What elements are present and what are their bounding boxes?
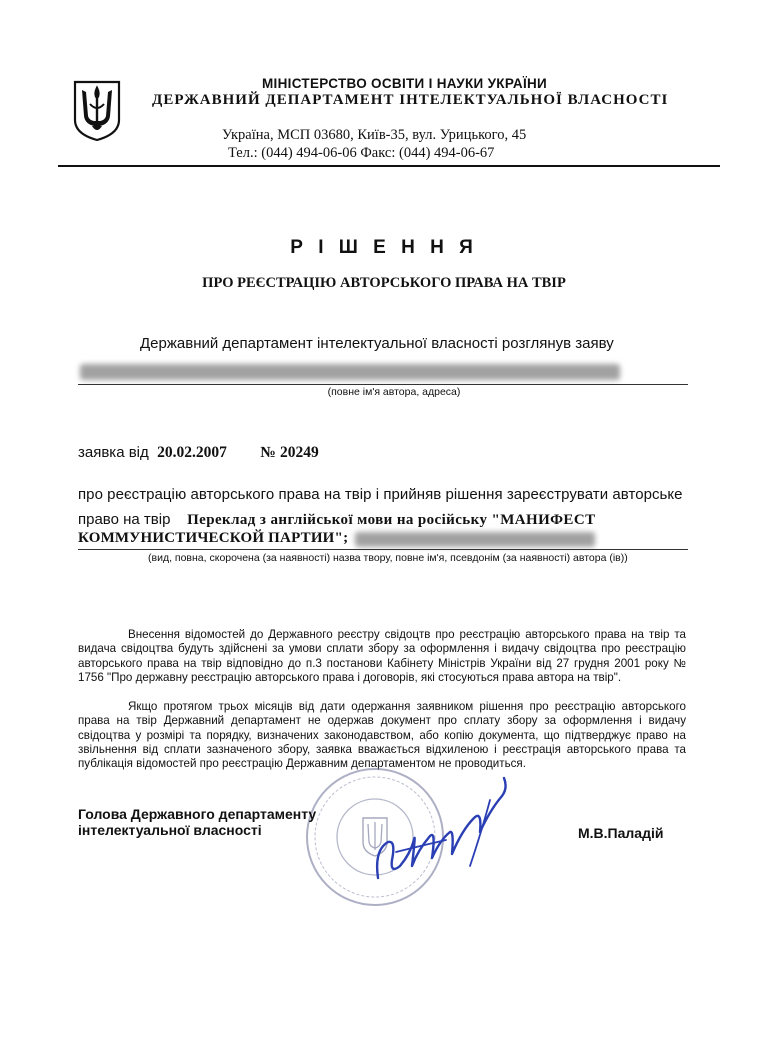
handwritten-signature bbox=[370, 770, 520, 890]
redacted-author bbox=[355, 532, 595, 547]
applicant-caption: (повне ім'я автора, адреса) bbox=[327, 386, 461, 398]
applicant-underline bbox=[78, 384, 688, 385]
work-caption: (вид, повна, скорочена (за наявності) назва твору, повне ім'я, псевдонім (за наявності) автора (ів)) bbox=[148, 552, 628, 564]
application-date: 20.02.2007 bbox=[157, 444, 227, 461]
ministry-name: МІНІСТЕРСТВО ОСВІТИ І НАУКИ УКРАЇНИ bbox=[262, 76, 548, 91]
decision-work-line bbox=[78, 511, 595, 529]
document-title: Р І Ш Е Н Н Я bbox=[290, 237, 478, 258]
address: Україна, МСП 03680, Київ-35, вул. Урицького, 45 bbox=[222, 127, 527, 143]
intro-text: Державний департамент інтелектуальної власності розглянув заяву bbox=[140, 335, 614, 352]
work-title: Переклад з англійської мови на російську "МАНИФЕСТ bbox=[187, 512, 596, 528]
department-name: ДЕРЖАВНИЙ ДЕПАРТАМЕНТ ІНТЕЛЕКТУАЛЬНОЇ ВЛАСНОСТІ bbox=[152, 92, 669, 108]
work-label: право на твір bbox=[78, 511, 171, 528]
paragraph-registration: Внесення відомостей до Державного реєстру свідоцтв про реєстрацію авторського права на твір та видача свідоцтва будуть здійснені за умови сплати збору за оформлення і видачу свідоцтва про реєстрацію авторського права на твір відповідно до п.3 постанови Кабінету Міністрів України від 27 грудня 2001 року № 1756 "Про державну реєстрацію авторського права і договорів, які стосуються права автора на твір". bbox=[78, 628, 686, 684]
application-line bbox=[78, 444, 319, 462]
decision-text: про реєстрацію авторського права на твір і прийняв рішення зареєструвати авторське bbox=[78, 486, 683, 503]
document-subtitle: ПРО РЕЄСТРАЦІЮ АВТОРСЬКОГО ПРАВА НА ТВІР bbox=[202, 275, 566, 291]
application-number-label: № bbox=[260, 444, 276, 461]
work-title-continued: КОММУНИСТИЧЕСКОЙ ПАРТИИ"; bbox=[78, 530, 349, 546]
application-label: заявка від bbox=[78, 444, 149, 461]
signer-name: М.В.Паладій bbox=[578, 825, 664, 841]
paragraph-rejection: Якщо протягом трьох місяців від дати одержання заявником рішення про реєстрацію авторського права на твір Державний департамент не одержав документ про сплату збору за оформлення і видачу свідоцтва у розмірі та порядку, визначених законодавством, або копію документа, що підтверджує право на звільнення від сплати зазначеного збору, заявка вважається відхиленою і реєстрація авторського права та публікація відомостей про реєстрацію Державним департаментом не проводиться. bbox=[78, 700, 686, 771]
trident-coat-of-arms-icon bbox=[72, 80, 122, 142]
signer-title-line-2: інтелектуальної власності bbox=[78, 822, 262, 838]
header-divider bbox=[58, 165, 720, 167]
decision-work-line-2 bbox=[78, 529, 348, 547]
redacted-applicant bbox=[80, 364, 620, 380]
work-underline bbox=[78, 549, 688, 550]
application-number: 20249 bbox=[279, 444, 319, 461]
signer-title-line-1: Голова Державного департаменту bbox=[78, 806, 317, 822]
phones: Тел.: (044) 494-06-06 Факс: (044) 494-06-67 bbox=[228, 145, 495, 161]
